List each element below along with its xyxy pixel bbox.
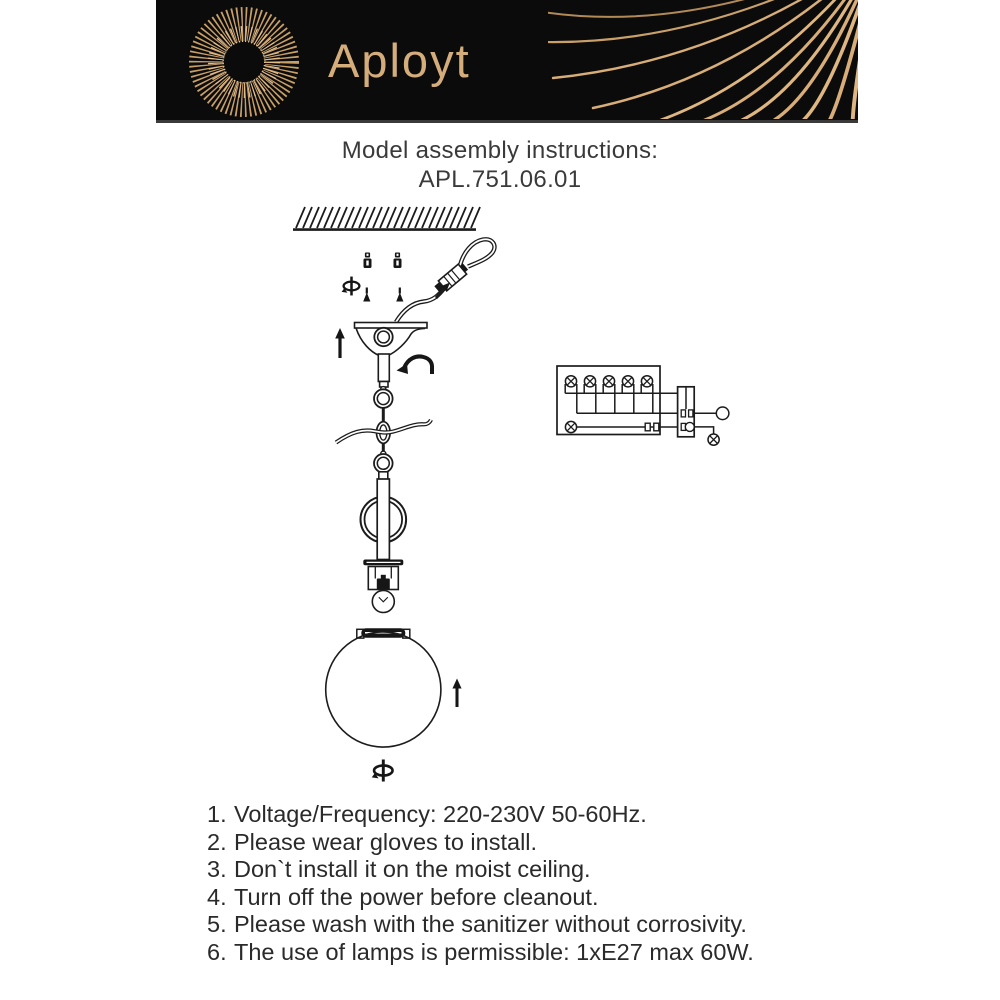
screw-icon	[396, 288, 403, 302]
item-number: 2.	[207, 828, 227, 855]
list-item	[207, 856, 754, 884]
list-item	[207, 911, 754, 939]
light-bulb	[372, 591, 394, 613]
wall-anchor-icon	[364, 253, 372, 269]
list-item	[207, 939, 754, 967]
screw-turn-icon	[372, 759, 393, 781]
model-number: APL.751.06.01	[418, 166, 582, 193]
list-item	[207, 829, 754, 857]
wiring-diagram	[557, 366, 729, 445]
item-text: The use of lamps is permissible: 1xE27 max 60W.	[234, 938, 754, 965]
item-text: Please wear gloves to install.	[234, 828, 538, 855]
item-text: Please wash with the sanitizer without corrosivity.	[234, 911, 747, 938]
screw-turn-icon	[342, 277, 360, 296]
wall-anchor-icon	[394, 253, 402, 269]
up-arrow-icon	[335, 328, 345, 358]
brand-logo-text: Aployt	[328, 34, 471, 87]
lamp-socket	[363, 560, 403, 590]
list-item	[207, 884, 754, 912]
item-text: Voltage/Frequency: 220-230V 50-60Hz.	[234, 801, 647, 827]
title-line1: Model assembly instructions:	[341, 137, 659, 164]
suspension-chain	[336, 387, 431, 480]
up-arrow-icon	[452, 679, 461, 708]
rotate-arrow-icon	[397, 356, 433, 374]
list-item	[207, 801, 754, 829]
glass-globe	[326, 628, 441, 747]
instruction-list	[207, 801, 754, 967]
cord-and-connector	[396, 239, 494, 322]
item-text: Turn off the power before cleanout.	[234, 883, 599, 910]
item-number: 4.	[207, 883, 227, 910]
item-number: 1.	[207, 801, 227, 827]
item-text: Don`t install it on the moist ceiling.	[234, 856, 591, 883]
screw-icon	[363, 288, 370, 302]
ceiling-hatch	[293, 207, 480, 230]
stem-and-ring	[361, 479, 407, 560]
item-number: 3.	[207, 856, 227, 883]
item-number: 6.	[207, 938, 227, 965]
item-number: 5.	[207, 911, 227, 938]
ceiling-canopy	[355, 323, 428, 388]
